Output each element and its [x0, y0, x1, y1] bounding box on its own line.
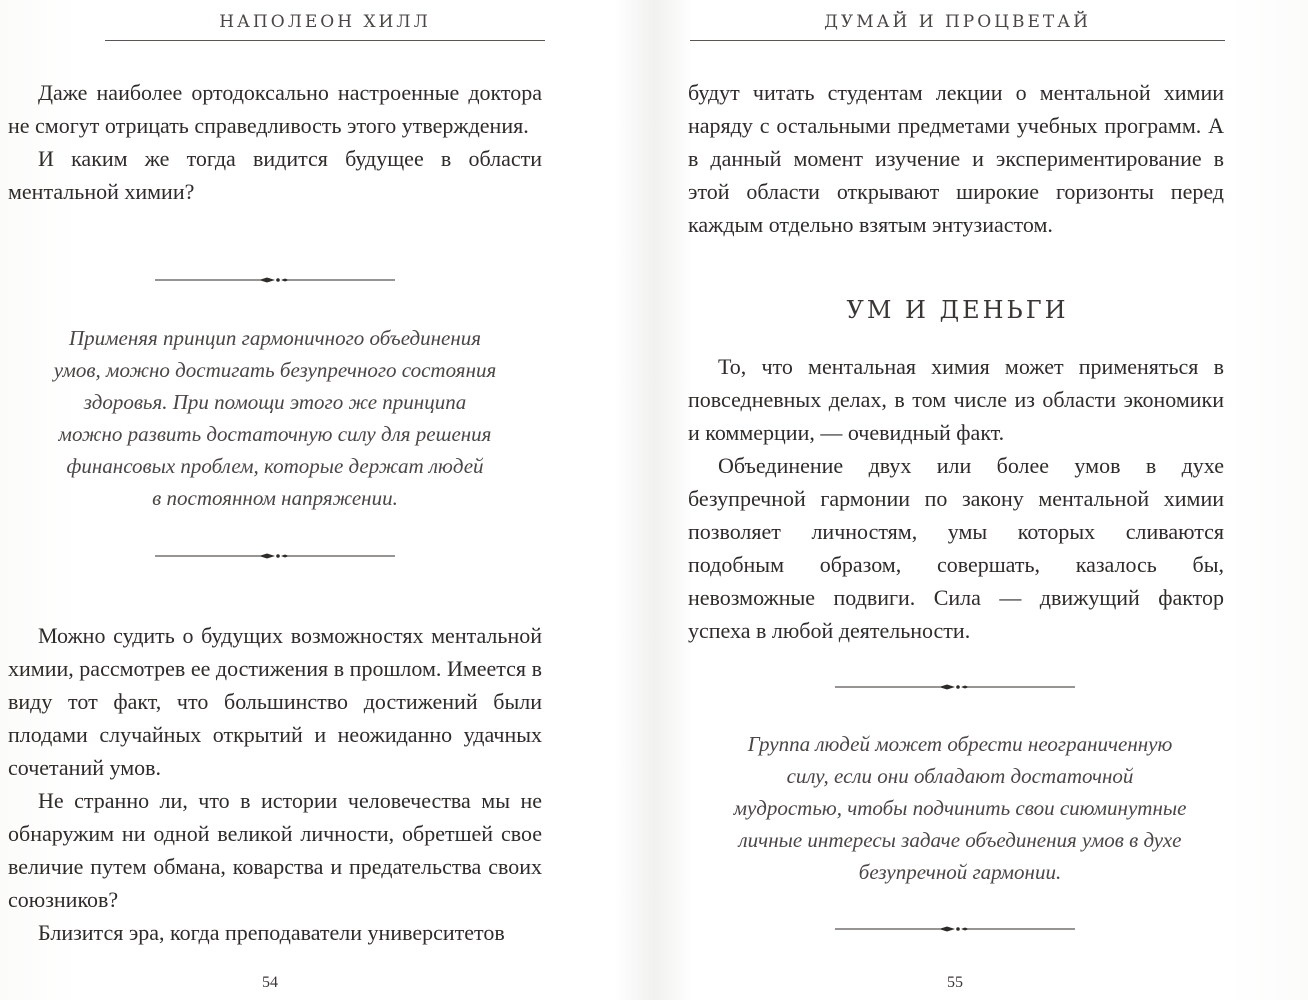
paragraph: Не странно ли, что в истории человечества мы не обнаружим ни одной великой личности, обретшей свое величие путем обмана, коварства и предательства своих союзников? — [8, 788, 542, 912]
ornament-icon — [155, 549, 395, 563]
right-text-top — [688, 76, 1224, 241]
ornamental-divider — [835, 680, 1075, 694]
continuation-paragraph: будут читать студентам лекции о ментальной химии наряду с остальными предметами учебных программ. А в данный момент изучение и экспериментирование в этой области открывают широкие горизонты перед каждым отдельно взятым энтузиастом. — [688, 80, 1224, 237]
epigraph-quote-left — [30, 322, 520, 514]
paragraph: И каким же тогда видится будущее в области ментальной химии? — [8, 146, 542, 204]
epigraph-quote-right — [700, 728, 1220, 888]
right-text-middle — [688, 350, 1224, 647]
paragraph: То, что ментальная химия может применяться в повседневных делах, в том числе из области экономики и коммерции, — очевидный факт. — [688, 354, 1224, 445]
ornamental-divider — [155, 273, 395, 287]
quote-line: можно развить достаточную силу для решения — [58, 422, 492, 446]
ornamental-divider — [155, 549, 395, 563]
left-page — [0, 0, 620, 1000]
quote-line: силу, если они обладают достаточной — [786, 764, 1134, 788]
left-text-top — [8, 76, 542, 208]
quote-line: здоровья. При помощи этого же принципа — [83, 390, 467, 414]
paragraph: Объединение двух или более умов в духе безупречной гармонии по закону ментальной химии позволяет личностям, умы которых сливаются подобным образом, совершать, казалось бы, невозможные подвиги. Сила — движущий фактор успеха в любой деятельности. — [688, 453, 1224, 643]
quote-line: безупречной гармонии. — [858, 860, 1062, 884]
header-rule-left — [105, 40, 545, 41]
page-number-left: 54 — [262, 974, 278, 991]
ornament-icon — [835, 922, 1075, 936]
paragraph: Близится эра, когда преподаватели университетов — [38, 920, 505, 945]
paragraph: Даже наиболее ортодоксально настроенные доктора не смогут отрицать справедливость этого утверждения. — [8, 80, 542, 138]
ornament-icon — [835, 680, 1075, 694]
section-title: УМ И ДЕНЬГИ — [846, 296, 1069, 324]
header-rule-right — [690, 40, 1225, 41]
page-number-right: 55 — [947, 974, 963, 991]
running-head-left: НАПОЛЕОН ХИЛЛ — [219, 12, 431, 32]
right-page — [650, 0, 1308, 1000]
quote-line: Группа людей может обрести неограниченную — [747, 732, 1173, 756]
quote-line: умов, можно достигать безупречного состояния — [53, 358, 497, 382]
quote-line: в постоянном напряжении. — [152, 486, 398, 510]
quote-line: мудростью, чтобы подчинить свои сиюминутные — [733, 796, 1187, 820]
quote-line: личные интересы задаче объединения умов в духе — [738, 828, 1182, 852]
quote-line: Применяя принцип гармоничного объединения — [68, 326, 482, 350]
left-text-bottom — [8, 619, 542, 949]
running-head-right: ДУМАЙ И ПРОЦВЕТАЙ — [824, 12, 1091, 32]
paragraph: Можно судить о будущих возможностях ментальной химии, рассмотрев ее достижения в прошлом. Имеется в виду тот факт, что большинство достижений были плодами случайных открытий и неожиданно удачных сочетаний умов. — [8, 623, 542, 780]
ornament-icon — [155, 273, 395, 287]
quote-line: финансовых проблем, которые держат людей — [66, 454, 484, 478]
ornamental-divider — [835, 922, 1075, 936]
